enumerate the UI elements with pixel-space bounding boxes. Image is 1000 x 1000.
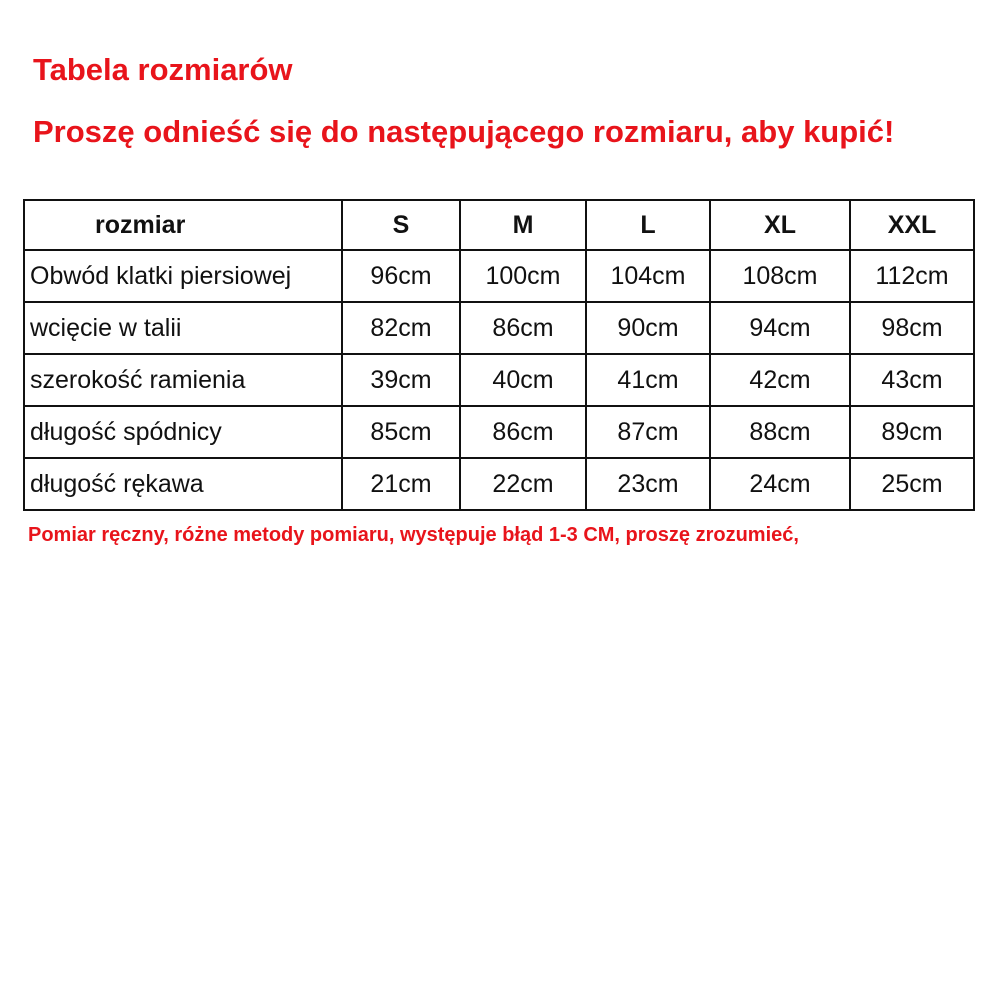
table-cell: 96cm: [342, 250, 460, 302]
table-cell: 85cm: [342, 406, 460, 458]
column-header-s: S: [342, 200, 460, 250]
column-header-xxl: XXL: [850, 200, 974, 250]
table-row: [24, 354, 974, 406]
page-subtitle: Proszę odnieść się do następującego rozmiaru, aby kupić!: [33, 114, 895, 149]
table-cell: 104cm: [586, 250, 710, 302]
page-title: Tabela rozmiarów: [33, 52, 293, 87]
table-cell: 25cm: [850, 458, 974, 510]
table-cell: 43cm: [850, 354, 974, 406]
table-cell: 88cm: [710, 406, 850, 458]
column-header-xl: XL: [710, 200, 850, 250]
table-cell: 86cm: [460, 302, 586, 354]
row-label: szerokość ramienia: [24, 354, 342, 406]
table-row: [24, 302, 974, 354]
table-cell: 89cm: [850, 406, 974, 458]
table-corner-label: rozmiar: [24, 200, 342, 250]
table-cell: 90cm: [586, 302, 710, 354]
table-cell: 24cm: [710, 458, 850, 510]
table-cell: 22cm: [460, 458, 586, 510]
table-cell: 42cm: [710, 354, 850, 406]
table-row: [24, 250, 974, 302]
table-cell: 40cm: [460, 354, 586, 406]
row-label: wcięcie w talii: [24, 302, 342, 354]
table-cell: 82cm: [342, 302, 460, 354]
table-cell: 87cm: [586, 406, 710, 458]
table-cell: 108cm: [710, 250, 850, 302]
row-label: długość spódnicy: [24, 406, 342, 458]
table-cell: 100cm: [460, 250, 586, 302]
table-cell: 94cm: [710, 302, 850, 354]
measurement-note: Pomiar ręczny, różne metody pomiaru, występuje błąd 1-3 CM, proszę zrozumieć,: [28, 524, 799, 546]
table-cell: 41cm: [586, 354, 710, 406]
size-table: [23, 199, 975, 511]
table-row: [24, 406, 974, 458]
row-label: długość rękawa: [24, 458, 342, 510]
column-header-m: M: [460, 200, 586, 250]
table-cell: 112cm: [850, 250, 974, 302]
table-row: [24, 458, 974, 510]
table-cell: 23cm: [586, 458, 710, 510]
table-cell: 86cm: [460, 406, 586, 458]
table-cell: 39cm: [342, 354, 460, 406]
table-header-row: [24, 200, 974, 250]
table-cell: 98cm: [850, 302, 974, 354]
table-cell: 21cm: [342, 458, 460, 510]
column-header-l: L: [586, 200, 710, 250]
row-label: Obwód klatki piersiowej: [24, 250, 342, 302]
